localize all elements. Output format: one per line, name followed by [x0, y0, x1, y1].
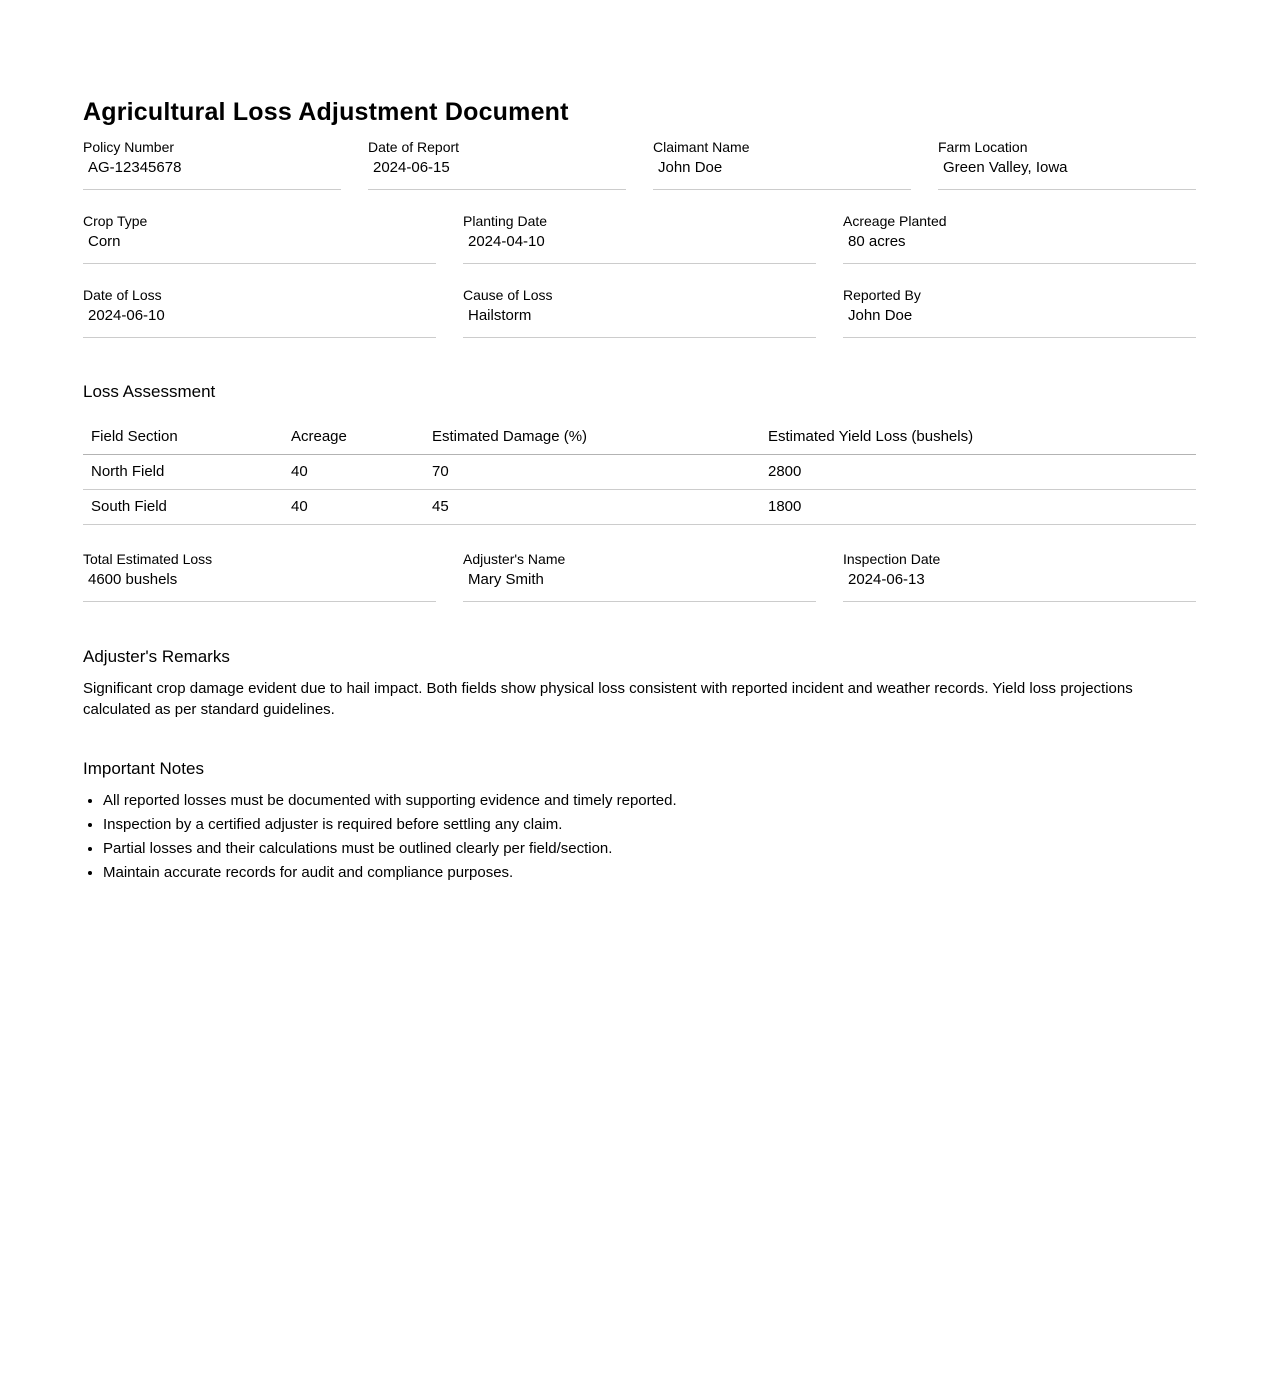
- field-row-1: [83, 138, 1196, 190]
- field-value: 4600 bushels: [88, 571, 178, 588]
- adjusters-remarks-heading: Adjuster's Remarks: [83, 647, 230, 666]
- note-item: • Maintain accurate records for audit and compliance purposes.: [103, 863, 1196, 883]
- field-value: John Doe: [848, 307, 913, 324]
- field-label: Reported By: [843, 287, 921, 303]
- table-cell: 70: [424, 455, 760, 490]
- field-total-estimated-loss: [83, 550, 436, 602]
- field-adjusters-name: [463, 550, 816, 602]
- field-label: Farm Location: [938, 139, 1028, 155]
- field-label: Date of Report: [368, 139, 460, 155]
- field-farm-location: [938, 138, 1196, 190]
- field-value: Hailstorm: [468, 307, 532, 324]
- page-title: Agricultural Loss Adjustment Document: [83, 98, 569, 126]
- table-cell: North Field: [83, 455, 283, 490]
- field-date-of-report: [368, 138, 626, 190]
- field-value: 2024-04-10: [468, 233, 545, 250]
- table-header-row: [83, 422, 1196, 455]
- field-reported-by: [843, 286, 1196, 338]
- important-notes-list: [83, 791, 1196, 883]
- column-header-field-section: Field Section: [83, 422, 283, 455]
- table-cell: 40: [283, 490, 424, 525]
- field-value: Mary Smith: [468, 571, 544, 588]
- field-date-of-loss: [83, 286, 436, 338]
- field-label: Adjuster's Name: [463, 551, 566, 567]
- field-cause-of-loss: [463, 286, 816, 338]
- field-label: Inspection Date: [843, 551, 941, 567]
- table-cell: 1800: [760, 490, 1196, 525]
- field-planting-date: [463, 212, 816, 264]
- field-value: Green Valley, Iowa: [943, 159, 1068, 176]
- column-header-estimated-yield-loss: Estimated Yield Loss (bushels): [760, 422, 1196, 455]
- loss-assessment-table: [83, 422, 1196, 525]
- note-item: • Inspection by a certified adjuster is required before settling any claim.: [103, 815, 1196, 835]
- field-policy-number: [83, 138, 341, 190]
- field-label: Acreage Planted: [843, 213, 947, 229]
- note-item: • Partial losses and their calculations must be outlined clearly per field/section.: [103, 839, 1196, 859]
- field-label: Crop Type: [83, 213, 148, 229]
- table-row: [83, 455, 1196, 490]
- table-cell: 45: [424, 490, 760, 525]
- field-label: Claimant Name: [653, 139, 750, 155]
- field-value: Corn: [88, 233, 121, 250]
- field-label: Total Estimated Loss: [83, 551, 213, 567]
- note-item: • All reported losses must be documented with supporting evidence and timely reported.: [103, 791, 1196, 811]
- field-row-totals: [83, 550, 1196, 602]
- column-header-acreage: Acreage: [283, 422, 424, 455]
- field-value: AG-12345678: [88, 159, 182, 176]
- field-value: 2024-06-15: [373, 159, 450, 176]
- field-acreage-planted: [843, 212, 1196, 264]
- field-label: Date of Loss: [83, 287, 162, 303]
- loss-assessment-heading: Loss Assessment: [83, 382, 216, 401]
- field-label: Policy Number: [83, 139, 175, 155]
- document-page: [83, 97, 1196, 883]
- field-value: 2024-06-13: [848, 571, 925, 588]
- table-cell: 40: [283, 455, 424, 490]
- table-cell: 2800: [760, 455, 1196, 490]
- field-value: 2024-06-10: [88, 307, 165, 324]
- field-label: Planting Date: [463, 213, 548, 229]
- field-value: 80 acres: [848, 233, 906, 250]
- table-row: [83, 490, 1196, 525]
- field-row-2: [83, 212, 1196, 264]
- field-crop-type: [83, 212, 436, 264]
- table-cell: South Field: [83, 490, 283, 525]
- field-label: Cause of Loss: [463, 287, 553, 303]
- field-row-3: [83, 286, 1196, 338]
- important-notes-heading: Important Notes: [83, 759, 204, 778]
- field-claimant-name: [653, 138, 911, 190]
- field-inspection-date: [843, 550, 1196, 602]
- adjusters-remarks-text: Significant crop damage evident due to hail impact. Both fields show physical loss consistent with reported incident and weather records. Yield loss projections calculated as per standard guidelines.: [83, 680, 1133, 718]
- column-header-estimated-damage: Estimated Damage (%): [424, 422, 760, 455]
- field-value: John Doe: [658, 159, 723, 176]
